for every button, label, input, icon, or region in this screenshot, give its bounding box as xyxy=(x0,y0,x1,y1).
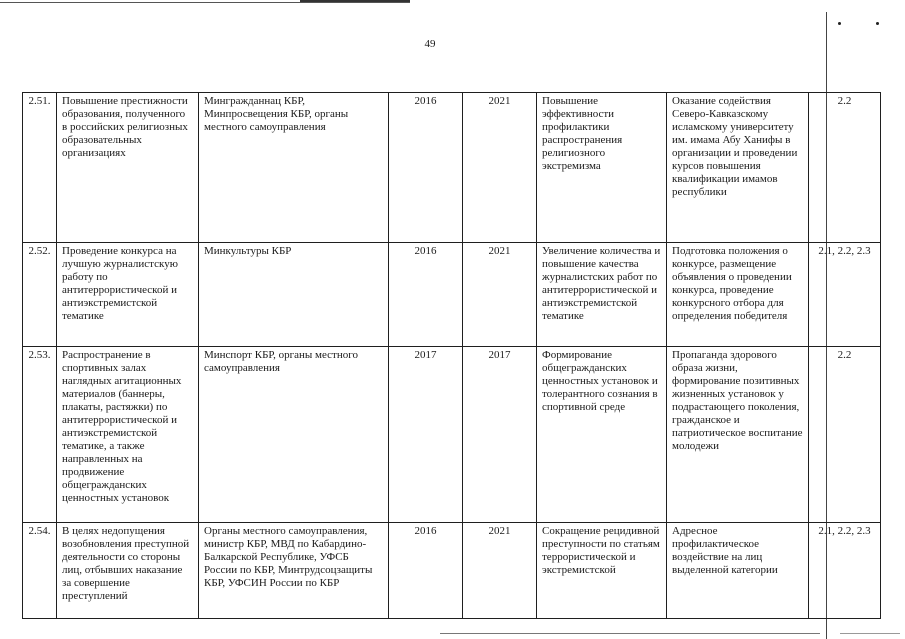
content-cell: Адресное профилактическое воздействие на лиц выделенной категории xyxy=(667,523,809,619)
scan-artifact-dot xyxy=(876,22,879,25)
content-cell: Оказание содействия Северо-Кавказскому исламскому университету им. имама Абу Ханифы в организации и проведении курсов повышения квалификации имамов республики xyxy=(667,93,809,243)
refs-cell: 2.2 xyxy=(809,93,881,243)
measure-cell: Повышение престижности образования, полученного в российских религиозных образовательных организациях xyxy=(57,93,199,243)
refs-cell: 2.2 xyxy=(809,347,881,523)
refs-cell: 2.1, 2.2, 2.3 xyxy=(809,243,881,347)
start-year-cell: 2016 xyxy=(389,523,463,619)
measure-cell: Проведение конкурса на лучшую журналистскую работу по антитеррористической и антиэкстремистской тематике xyxy=(57,243,199,347)
start-year-cell: 2017 xyxy=(389,347,463,523)
result-cell: Сокращение рецидивной преступности по статьям террористической и экстремистской xyxy=(537,523,667,619)
row-number: 2.51. xyxy=(23,93,57,243)
refs-cell: 2.1, 2.2, 2.3 xyxy=(809,523,881,619)
end-year-cell: 2017 xyxy=(463,347,537,523)
table-row xyxy=(23,243,881,347)
content-cell: Подготовка положения о конкурсе, размещение объявления о проведении конкурса, проведение конкурсного отбора для определения победителя xyxy=(667,243,809,347)
start-year-cell: 2016 xyxy=(389,93,463,243)
measures-table xyxy=(22,92,881,619)
row-number: 2.54. xyxy=(23,523,57,619)
content-cell: Пропаганда здорового образа жизни, формирование позитивных жизненных установок у подрастающего поколения, гражданское и патриотическое воспитание молодежи xyxy=(667,347,809,523)
row-number: 2.52. xyxy=(23,243,57,347)
row-number: 2.53. xyxy=(23,347,57,523)
measure-cell: В целях недопущения возобновления преступной деятельности со стороны лиц, отбывших наказание за совершение преступлений xyxy=(57,523,199,619)
table-row xyxy=(23,347,881,523)
scan-artifact-line xyxy=(840,633,900,634)
end-year-cell: 2021 xyxy=(463,93,537,243)
result-cell: Формирование общегражданских ценностных установок и толерантного сознания в спортивной среде xyxy=(537,347,667,523)
page-number: 49 xyxy=(424,38,436,50)
executors-cell: Минкультуры КБР xyxy=(199,243,389,347)
result-cell: Увеличение количества и повышение качества журналистских работ по антитеррористической и антиэкстремистской тематике xyxy=(537,243,667,347)
executors-cell: Минспорт КБР, органы местного самоуправления xyxy=(199,347,389,523)
table-row xyxy=(23,523,881,619)
scan-artifact-line xyxy=(300,0,410,2)
executors-cell: Мингражданнац КБР, Минпросвещения КБР, органы местного самоуправления xyxy=(199,93,389,243)
measure-cell: Распространение в спортивных залах наглядных агитационных материалов (баннеры, плакаты, растяжки) по антитеррористической и антиэкстремистской тематике, а также направленных на продвижение общегражданских ценностных установок xyxy=(57,347,199,523)
end-year-cell: 2021 xyxy=(463,243,537,347)
result-cell: Повышение эффективности профилактики распространения религиозного экстремизма xyxy=(537,93,667,243)
executors-cell: Органы местного самоуправления, министр КБР, МВД по Кабардино-Балкарской Республике, УФСБ России по КБР, Минтрудсоцзащиты КБР, УФСИН России по КБР xyxy=(199,523,389,619)
scan-artifact-line xyxy=(0,2,410,3)
table-row xyxy=(23,93,881,243)
end-year-cell: 2021 xyxy=(463,523,537,619)
scan-artifact-dot xyxy=(838,22,841,25)
scan-artifact-line xyxy=(440,633,820,634)
start-year-cell: 2016 xyxy=(389,243,463,347)
